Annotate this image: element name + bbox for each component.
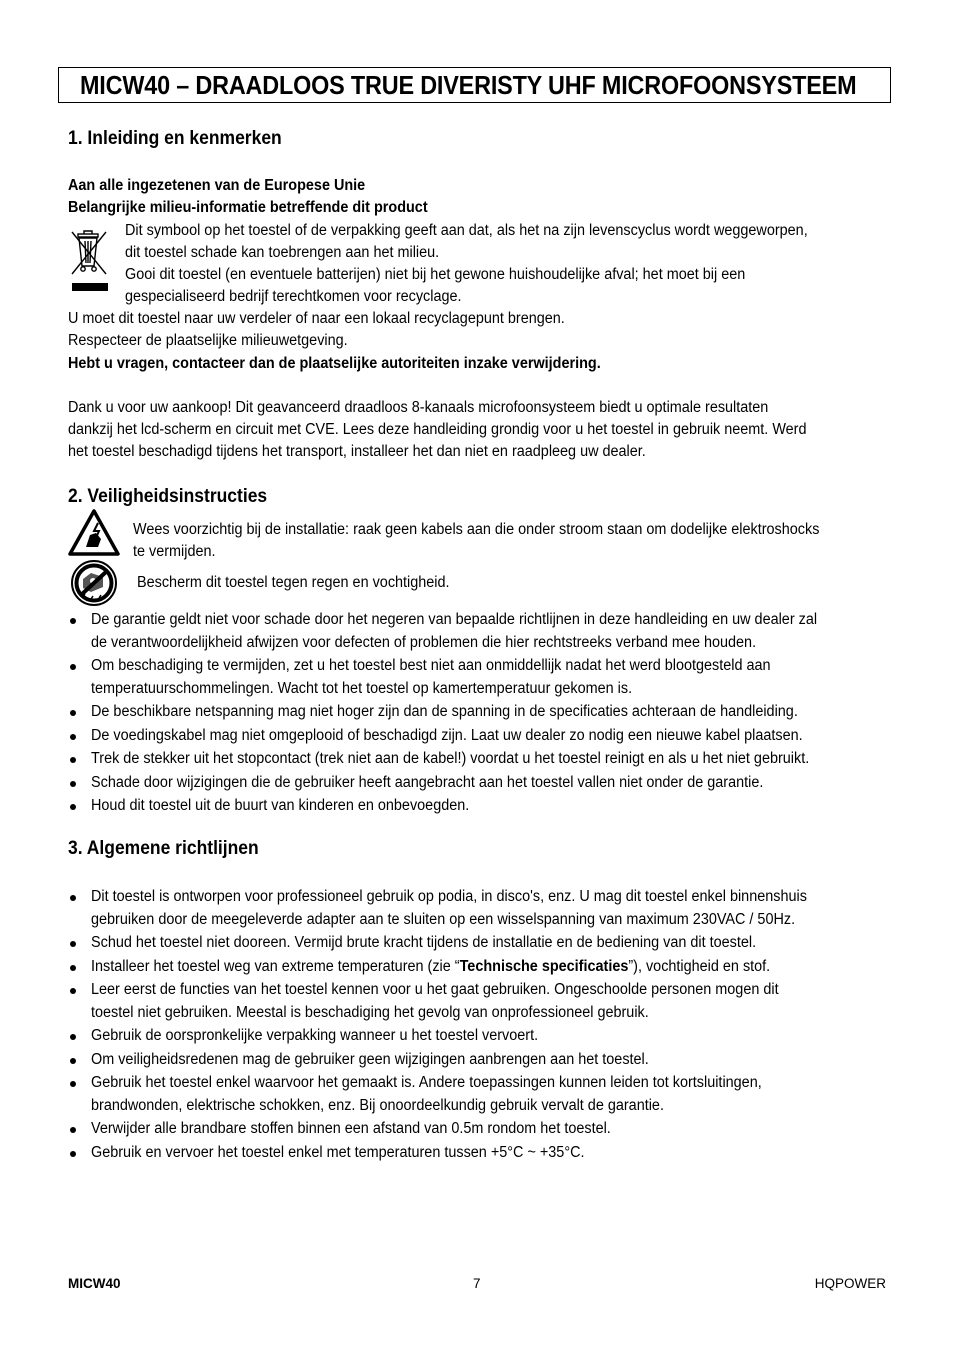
bullet-icon [70, 781, 76, 787]
electric-shock-warning-icon [68, 509, 120, 557]
list-item: De beschikbare netspanning mag niet hoger zijn dan de spanning in de specificaties achteraan de handleiding. [68, 701, 898, 724]
rain-warning-text: Bescherm dit toestel tegen regen en vochtigheid. [137, 574, 450, 591]
list-item: Gebruik en vervoer het toestel enkel met temperaturen tussen +5°C ~ +35°C. [68, 1142, 898, 1165]
bullet-icon [70, 1151, 76, 1157]
list-item: Dit toestel is ontworpen voor professioneel gebruik op podia, in disco's, enz. U mag dit toestel enkel binnenshuis gebruiken door de meegeleverde adapter aan te sluiten op een wisselspanning van maximum 230VAC / 50Hz. [68, 886, 898, 931]
list-item: Trek de stekker uit het stopcontact (trek niet aan de kabel!) voordat u het toestel reinigt en als u het niet gebruikt. [68, 748, 898, 771]
list-item: Gebruik de oorspronkelijke verpakking wanneer u het toestel vervoert. [68, 1025, 898, 1048]
bullet-icon [70, 1127, 76, 1133]
section-2-heading: 2. Veiligheidsinstructies [68, 486, 268, 507]
weee-text-3: Gooi dit toestel (en eventuele batterijen) niet bij het gewone huishoudelijke afval; het moet bij een [125, 266, 746, 283]
bullet-icon [70, 734, 76, 740]
list-item: De voedingskabel mag niet omgeplooid of beschadigd zijn. Laat uw dealer zo nodig een nieuwe kabel plaatsen. [68, 725, 898, 748]
tech-specs-reference: Technische specificaties [459, 957, 629, 975]
list-item: Om veiligheidsredenen mag de gebruiker geen wijzigingen aanbrengen aan het toestel. [68, 1049, 898, 1072]
general-bullet-list [68, 886, 898, 1164]
eu-residents-line: Aan alle ingezetenen van de Europese Unie [68, 177, 366, 194]
weee-bin-icon [68, 226, 110, 296]
bullet-icon [70, 1058, 76, 1064]
bullet-icon [70, 664, 76, 670]
safety-bullet-list [68, 609, 898, 818]
bullet-icon [70, 1081, 76, 1087]
bullet-icon [70, 804, 76, 810]
bullet-icon [70, 710, 76, 716]
recycle-line: U moet dit toestel naar uw verdeler of naar een lokaal recyclagepunt brengen. [68, 310, 565, 327]
bullet-icon [70, 757, 76, 763]
bullet-icon [70, 965, 76, 971]
intro-line-1: Dank u voor uw aankoop! Dit geavanceerd draadloos 8-kanaals microfoonsysteem biedt u optimale resultaten [68, 399, 769, 416]
bullet-icon [70, 1034, 76, 1040]
weee-text-2: dit toestel schade kan toebrengen aan het milieu. [125, 244, 440, 261]
list-item: Leer eerst de functies van het toestel kennen voor u het gaat gebruiken. Ongeschoolde personen mogen dit toestel niet gebruiken. Meestal is beschadiging het gevolg van onprofessioneel gebruik. [68, 979, 898, 1024]
footer-page-number: 7 [473, 1276, 481, 1291]
questions-line: Hebt u vragen, contacteer dan de plaatselijke autoriteiten inzake verwijdering. [68, 355, 601, 372]
bullet-icon [70, 618, 76, 624]
list-item: Verwijder alle brandbare stoffen binnen een afstand van 0.5m rondom het toestel. [68, 1118, 898, 1141]
bullet-icon [70, 988, 76, 994]
shock-warning-text-1: Wees voorzichtig bij de installatie: raak geen kabels aan die onder stroom staan om dodelijke elektroshocks [133, 521, 820, 538]
list-item: Gebruik het toestel enkel waarvoor het gemaakt is. Andere toepassingen kunnen leiden tot kortsluitingen, brandwonden, elektrische schokken, enz. Bij onoordeelkundig gebruik vervalt de garantie. [68, 1072, 898, 1117]
section-1-heading: 1. Inleiding en kenmerken [68, 128, 282, 149]
list-item: De garantie geldt niet voor schade door het negeren van bepaalde richtlijnen in deze handleiding en uw dealer zal de verantwoordelijkheid afwijzen voor defecten of problemen die hier rechtstreeks verband mee houden. [68, 609, 898, 654]
list-item: Schud het toestel niet dooreen. Vermijd brute kracht tijdens de installatie en de bediening van dit toestel. [68, 932, 898, 955]
intro-line-3: het toestel beschadigd tijdens het transport, installeer het dan niet en raadpleeg uw dealer. [68, 443, 646, 460]
list-item: Schade door wijzigingen die de gebruiker heeft aangebracht aan het toestel vallen niet onder de garantie. [68, 772, 898, 795]
bullet-icon [70, 895, 76, 901]
list-item: Houd dit toestel uit de buurt van kinderen en onbevoegden. [68, 795, 898, 818]
intro-line-2: dankzij het lcd-scherm en circuit met CVE. Lees deze handleiding grondig voor u het toestel in gebruik neemt. Werd [68, 421, 807, 438]
list-item: Installeer het toestel weg van extreme temperaturen (zie “Technische specificaties”), vochtigheid en stof. [68, 956, 898, 979]
footer-brand: HQPOWER [814, 1276, 886, 1291]
footer-model: MICW40 [68, 1276, 121, 1291]
legislation-line: Respecteer de plaatselijke milieuwetgeving. [68, 332, 348, 349]
section-3-heading: 3. Algemene richtlijnen [68, 838, 259, 859]
weee-text-4: gespecialiseerd bedrijf terechtkomen voor recyclage. [125, 288, 462, 305]
env-info-line: Belangrijke milieu-informatie betreffende dit product [68, 199, 428, 216]
list-item: Om beschadiging te vermijden, zet u het toestel best niet aan onmiddellijk nadat het werd blootgesteld aan temperatuurschommelingen. Wacht tot het toestel op kamertemperatuur gekomen is. [68, 655, 898, 700]
weee-text-1: Dit symbool op het toestel of de verpakking geeft aan dat, als het na zijn levenscyclus wordt weggeworpen, [125, 222, 808, 239]
document-title-box [58, 67, 891, 103]
shock-warning-text-2: te vermijden. [133, 543, 216, 560]
document-title: MICW40 – DRAADLOOS TRUE DIVERISTY UHF MICROFOONSYSTEEM [80, 69, 857, 100]
no-rain-icon [69, 559, 119, 607]
bullet-icon [70, 941, 76, 947]
